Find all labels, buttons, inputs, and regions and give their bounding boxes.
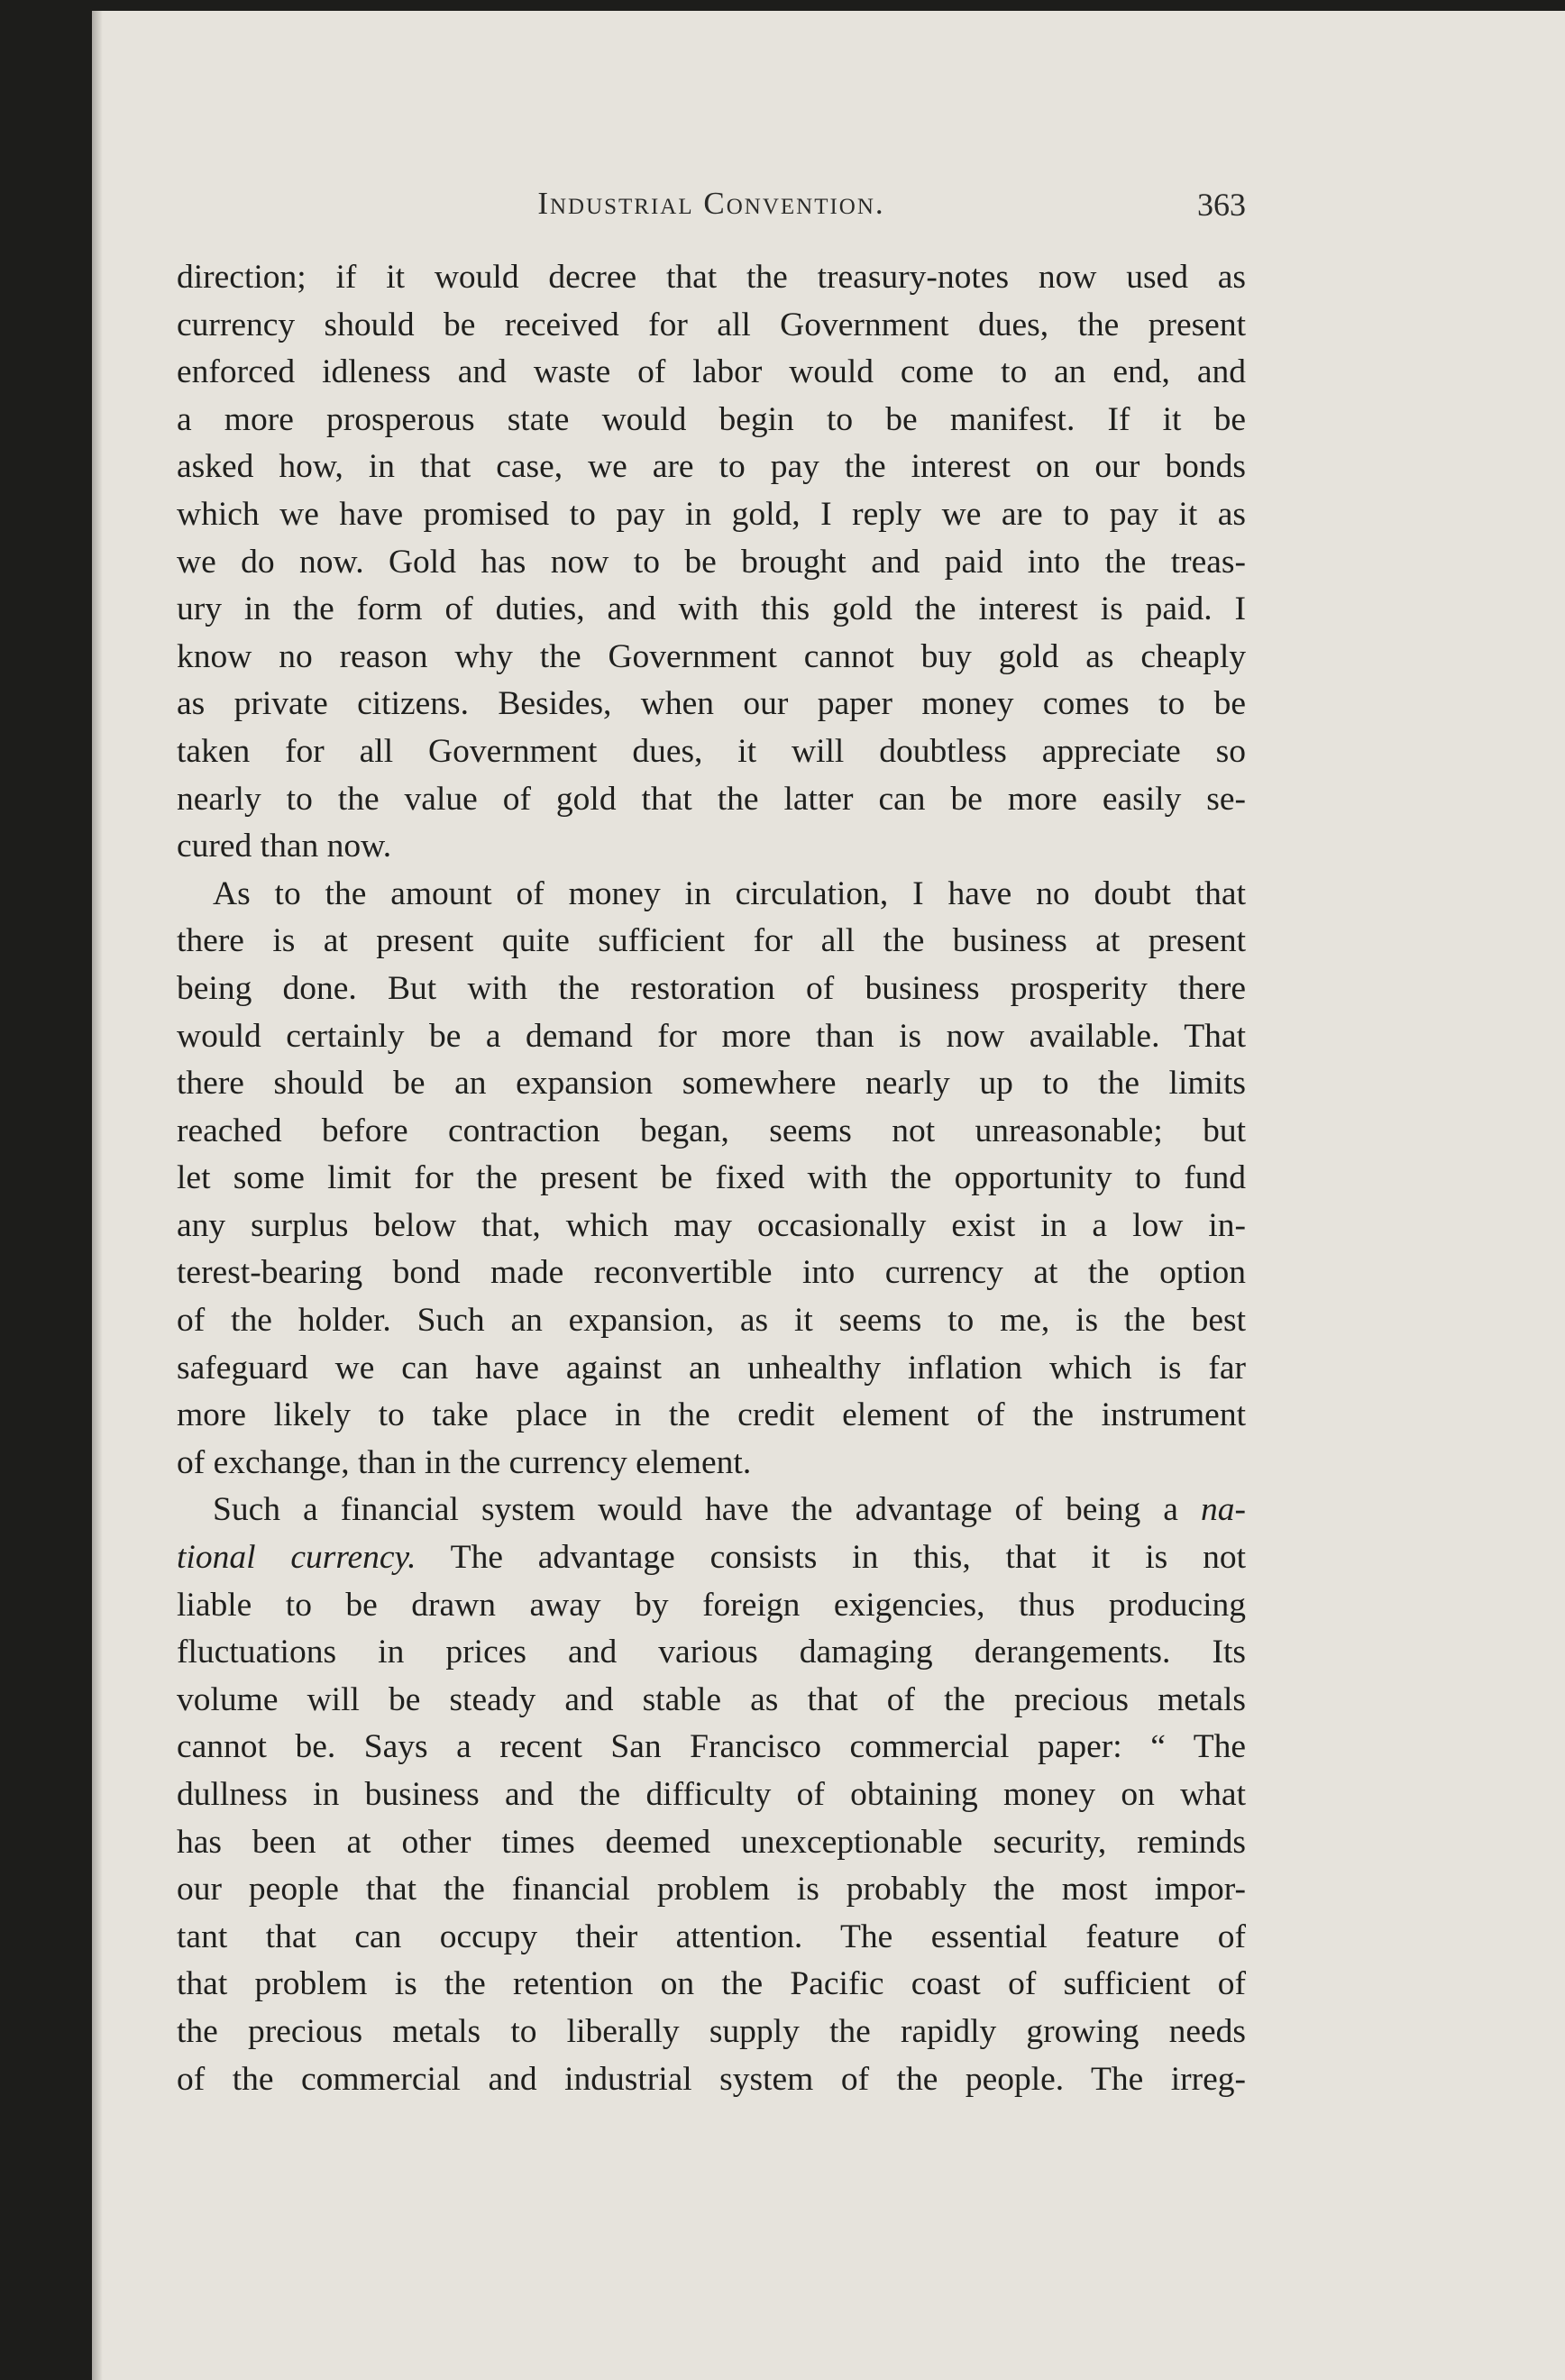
text-line: as private citizens. Besides, when our paper money comes to be [177,685,1246,723]
text-line: liable to be drawn away by foreign exigencies, thus producing [177,1586,1246,1624]
text-line: let some limit for the present be fixed with the opportunity to fund [177,1159,1246,1197]
text-line: reached before contraction began, seems not unreasonable; but [177,1112,1246,1149]
text-line: there should be an expansion somewhere nearly up to the limits [177,1065,1246,1103]
page-number: 363 [1197,187,1246,223]
text-line: of the commercial and industrial system of the people. The irreg- [177,2060,1246,2098]
running-head-title: Industrial Convention. [537,186,885,221]
text-line: any surplus below that, which may occasionally exist in a low in- [177,1206,1246,1244]
text-line: we do now. Gold has now to be brought and paid into the treas- [177,543,1246,581]
text-line: asked how, in that case, we are to pay the interest on our bonds [177,448,1246,486]
text-line: the precious metals to liberally supply the rapidly growing needs [177,2012,1246,2050]
text-line: there is at present quite sufficient for all the business at present [177,922,1246,960]
text-line: which we have promised to pay in gold, I reply we are to pay it as [177,495,1246,533]
text-line: As to the amount of money in circulation, I have no doubt that [213,874,1246,912]
text-line: fluctuations in prices and various damaging derangements. Its [177,1634,1246,1671]
text-segment: The advantage consists in this, that it is not [416,1539,1247,1577]
text-line: direction; if it would decree that the treasury-notes now used as [177,259,1246,296]
text-line [177,1487,1246,1534]
text-line: currency should be received for all Government dues, the present [177,306,1246,343]
text-line: a more prosperous state would begin to be manifest. If it be [177,400,1246,438]
text-line: tant that can occupy their attention. The essential feature of [177,1918,1246,1955]
text-line: cannot be. Says a recent San Francisco commercial paper: “ The [177,1728,1246,1766]
text-line [177,1534,1246,1582]
text-line: that problem is the retention on the Pacific coast of sufficient of [177,1965,1246,2003]
text-line: taken for all Government dues, it will doubtless appreciate so [177,732,1246,770]
text-line: of the holder. Such an expansion, as it seems to me, is the best [177,1302,1246,1340]
text-line: volume will be steady and stable as that of the precious metals [177,1680,1246,1718]
text-line: cured than now. [177,828,392,865]
text-segment: Such a financial system would have the advantage of being a [213,1491,1201,1529]
running-head [177,186,1246,231]
binding-shadow [92,11,103,2380]
text-line: more likely to take place in the credit element of the instrument [177,1396,1246,1434]
body-text [177,254,1246,2103]
text-line: ury in the form of duties, and with this gold the interest is paid. I [177,590,1246,628]
text-line: being done. But with the restoration of business prosperity there [177,969,1246,1007]
text-line: safeguard we can have against an unhealthy inflation which is far [177,1349,1246,1387]
text-line: of exchange, than in the currency element. [177,1443,752,1481]
italic-segment: na- [1201,1491,1246,1529]
text-line: enforced idleness and waste of labor would come to an end, and [177,353,1246,391]
text-line: our people that the financial problem is probably the most impor- [177,1871,1246,1909]
text-line: would certainly be a demand for more than is now available. That [177,1017,1246,1055]
text-line: nearly to the value of gold that the latter can be more easily se- [177,780,1246,818]
text-line: terest-bearing bond made reconvertible into currency at the option [177,1254,1246,1292]
text-line: dullness in business and the difficulty of obtaining money on what [177,1776,1246,1813]
text-line: has been at other times deemed unexceptionable security, reminds [177,1823,1246,1861]
text-line: know no reason why the Government cannot buy gold as cheaply [177,637,1246,675]
italic-segment: tional currency. [177,1539,416,1577]
